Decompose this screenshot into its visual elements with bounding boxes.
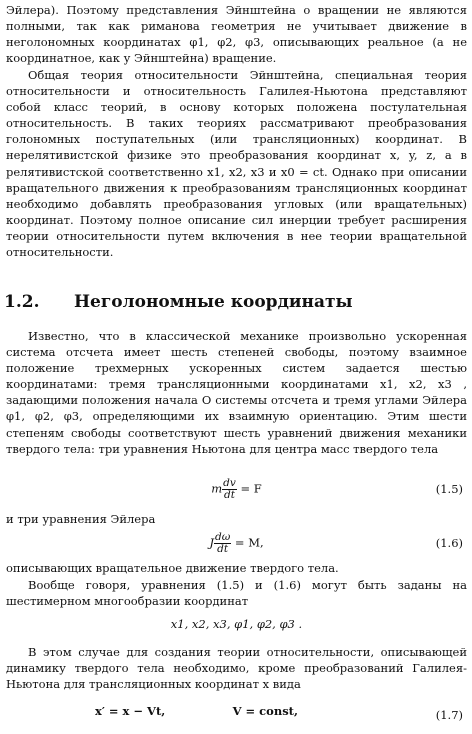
paragraph-euler-equations: и три уравнения Эйлера: [6, 512, 156, 526]
equation-1-5-rhs: = F: [240, 481, 262, 496]
paragraph-rigid-body-relativity: В этом случае для создания теории относительности, описывающей динамику твердого тела необходимо, кроме преобразований Галилея-Ньютона для трансляционных координат x вида: [6, 645, 467, 692]
equation-1-7-formula: [0, 704, 427, 718]
equation-1-5-number: (1.5): [435, 482, 463, 496]
paragraph-einstein-rotation: Эйлера). Поэтому представления Эйнштейна о вращении не являются полными, так как риманова геометрия не учитывает движение в неголономных координатах φ1, φ2, φ3, описывающих реальное (а не координатное, как у Эйнштейна) вращение.: [6, 3, 467, 66]
inertia-symbol: J: [209, 535, 214, 550]
equation-1-6-rhs: = M,: [234, 535, 264, 550]
paragraph-six-degrees-freedom: Известно, что в классической механике произвольно ускоренная система отсчета имеет шесть степеней свободы, поэтому взаимное положение трехмерных ускоренных систем задается шестью координатами: тремя трансляционными координатами x1, x2, x3 , задающими положения начала O системы отсчета и тремя углами Эйлера φ1, φ2, φ3, определяющими их взаимную ориентацию. Этим шести степеням свободы соответствуют шесть уравнений движения механики твердого тела: три уравнения Ньютона для центра масс твердого тела: [6, 329, 467, 456]
equation-1-5: [6, 478, 467, 502]
equation-1-5-formula: [6, 478, 467, 501]
equation-1-6-number: (1.6): [435, 536, 463, 550]
mass-symbol: m: [211, 481, 223, 496]
fraction-numerator: dv: [223, 477, 236, 489]
equation-1-7-right: V = const,: [232, 704, 298, 718]
section-heading: [4, 292, 353, 312]
equation-1-6: [6, 532, 467, 556]
paragraph-rotational-motion: описывающих вращательное движение твердого тела.: [6, 561, 339, 575]
fraction-denominator: dt: [217, 543, 229, 555]
equation-coordinates: [6, 617, 467, 641]
equation-1-6-formula: [6, 532, 467, 555]
fraction-domega-dt: [214, 532, 231, 555]
equation-1-7: [6, 704, 467, 728]
fraction-numerator: dω: [214, 531, 231, 543]
paragraph-relativity-theories: Общая теория относительности Эйнштейна, специальная теория относительности и относительность Галилея-Ньютона представляют собой класс теорий, в основу которых положена постулательная относительность. В таких теориях рассматривают преобразования голономных поступательных (или трансляционных) координат. В нерелятивистской физике это преобразования координат x, y, z, а в релятивистской соответственно x1, x2, x3 и x0 = ct. Однако при описании вращательного движения к преобразованиям трансляционных координат необходимо добавлять преобразования угловых (или вращательных) координат. Поэтому полное описание сил инерции требует расширения теории относительности путем включения в нее теории вращательной относительности.: [6, 68, 467, 260]
equation-1-7-number: (1.7): [435, 708, 463, 722]
section-title: Неголономные координаты: [74, 292, 353, 312]
fraction-dv-dt: [222, 478, 237, 501]
paragraph-six-dim-manifold: Вообще говоря, уравнения (1.5) и (1.6) могут быть заданы на шестимерном многообразии координат: [6, 578, 467, 609]
equation-1-7-left: x′ = x − Vt,: [95, 704, 166, 718]
coordinates-list: x1, x2, x3, φ1, φ2, φ3 .: [170, 617, 303, 631]
section-number: 1.2.: [4, 292, 40, 312]
fraction-denominator: dt: [224, 489, 235, 501]
